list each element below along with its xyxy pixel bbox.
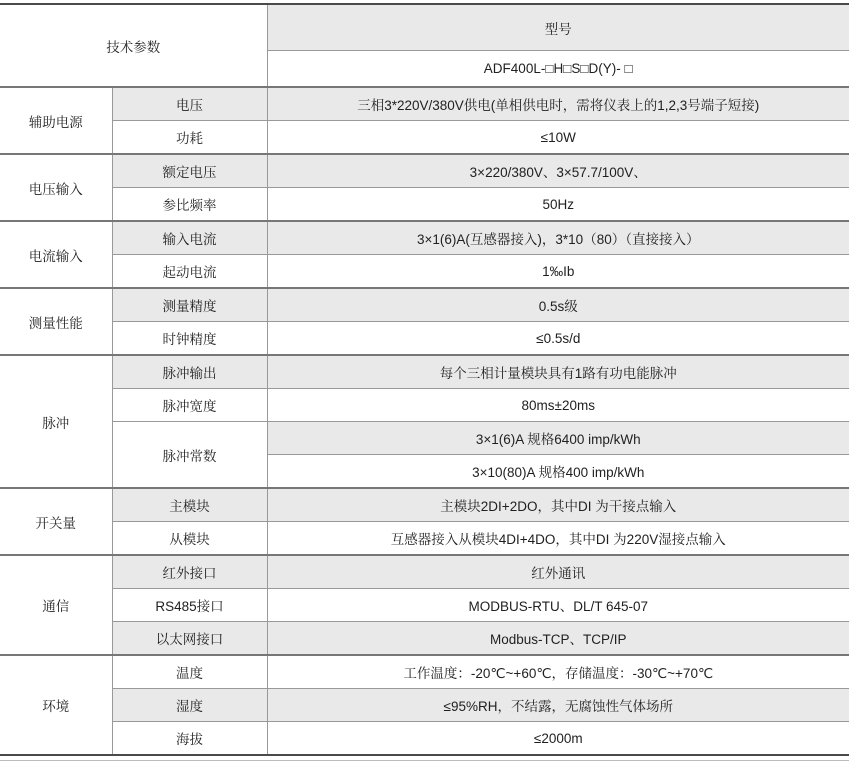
category-communication: 通信 [0, 555, 112, 655]
table-row [0, 655, 849, 689]
param-cell: RS485接口 [112, 589, 267, 622]
table-row [0, 255, 849, 289]
param-cell: 脉冲输出 [112, 355, 267, 389]
category-current-input: 电流输入 [0, 221, 112, 288]
value-cell: 主模块2DI+2DO，其中DI 为干接点输入 [267, 488, 849, 522]
param-cell: 额定电压 [112, 154, 267, 188]
table-row [0, 121, 849, 155]
param-cell: 海拔 [112, 722, 267, 756]
category-voltage-input: 电压输入 [0, 154, 112, 221]
value-cell: 3×1(6)A(互感器接入)，3*10（80）（直接接入） [267, 221, 849, 255]
value-cell: 1‰Ib [267, 255, 849, 289]
param-cell-pulse-constant: 脉冲常数 [112, 422, 267, 489]
table-row [0, 288, 849, 322]
value-cell: 每个三相计量模块具有1路有功电能脉冲 [267, 355, 849, 389]
param-cell: 湿度 [112, 689, 267, 722]
table-row [0, 722, 849, 756]
value-cell: Modbus-TCP、TCP/IP [267, 622, 849, 656]
param-cell: 以太网接口 [112, 622, 267, 656]
table-row [0, 221, 849, 255]
value-cell: 0.5s级 [267, 288, 849, 322]
table-row [0, 355, 849, 389]
param-cell: 功耗 [112, 121, 267, 155]
table-row [0, 154, 849, 188]
category-digital-io: 开关量 [0, 488, 112, 555]
model-value-cell: ADF400L-□H□S□D(Y)- □ [267, 51, 849, 88]
spec-table [0, 3, 849, 756]
param-cell: 参比频率 [112, 188, 267, 222]
value-cell: 3×10(80)A 规格400 imp/kWh [267, 455, 849, 489]
value-cell: ≤95%RH，不结露，无腐蚀性气体场所 [267, 689, 849, 722]
table-row [0, 689, 849, 722]
value-cell: ≤0.5s/d [267, 322, 849, 356]
table-row [0, 389, 849, 422]
value-cell: 3×220/380V、3×57.7/100V、 [267, 154, 849, 188]
param-header-cell: 技术参数 [0, 4, 267, 87]
param-cell: 脉冲宽度 [112, 389, 267, 422]
value-cell: 互感器接入从模块4DI+4DO，其中DI 为220V湿接点输入 [267, 522, 849, 556]
category-aux-power: 辅助电源 [0, 87, 112, 154]
table-row [0, 188, 849, 222]
table-row [0, 622, 849, 656]
category-environment: 环境 [0, 655, 112, 755]
param-cell: 时钟精度 [112, 322, 267, 356]
value-cell: 3×1(6)A 规格6400 imp/kWh [267, 422, 849, 455]
category-pulse: 脉冲 [0, 355, 112, 488]
model-header-cell: 型号 [267, 4, 849, 51]
table-row [0, 589, 849, 622]
param-cell: 起动电流 [112, 255, 267, 289]
table-row [0, 87, 849, 121]
table-row [0, 522, 849, 556]
table-row [0, 555, 849, 589]
value-cell: 80ms±20ms [267, 389, 849, 422]
value-cell: 三相3*220V/380V供电(单相供电时，需将仪表上的1,2,3号端子短接) [267, 87, 849, 121]
value-cell: MODBUS-RTU、DL/T 645-07 [267, 589, 849, 622]
value-cell: ≤2000m [267, 722, 849, 756]
category-measurement: 测量性能 [0, 288, 112, 355]
value-cell: 50Hz [267, 188, 849, 222]
param-cell: 测量精度 [112, 288, 267, 322]
table-row [0, 322, 849, 356]
table-row [0, 422, 849, 455]
value-cell: 工作温度：-20℃~+60℃，存储温度：-30℃~+70℃ [267, 655, 849, 689]
value-cell: ≤10W [267, 121, 849, 155]
param-cell: 从模块 [112, 522, 267, 556]
param-cell: 输入电流 [112, 221, 267, 255]
param-cell: 红外接口 [112, 555, 267, 589]
table-row [0, 488, 849, 522]
param-cell: 温度 [112, 655, 267, 689]
value-cell: 红外通讯 [267, 555, 849, 589]
param-cell: 电压 [112, 87, 267, 121]
header-row [0, 4, 849, 51]
param-cell: 主模块 [112, 488, 267, 522]
